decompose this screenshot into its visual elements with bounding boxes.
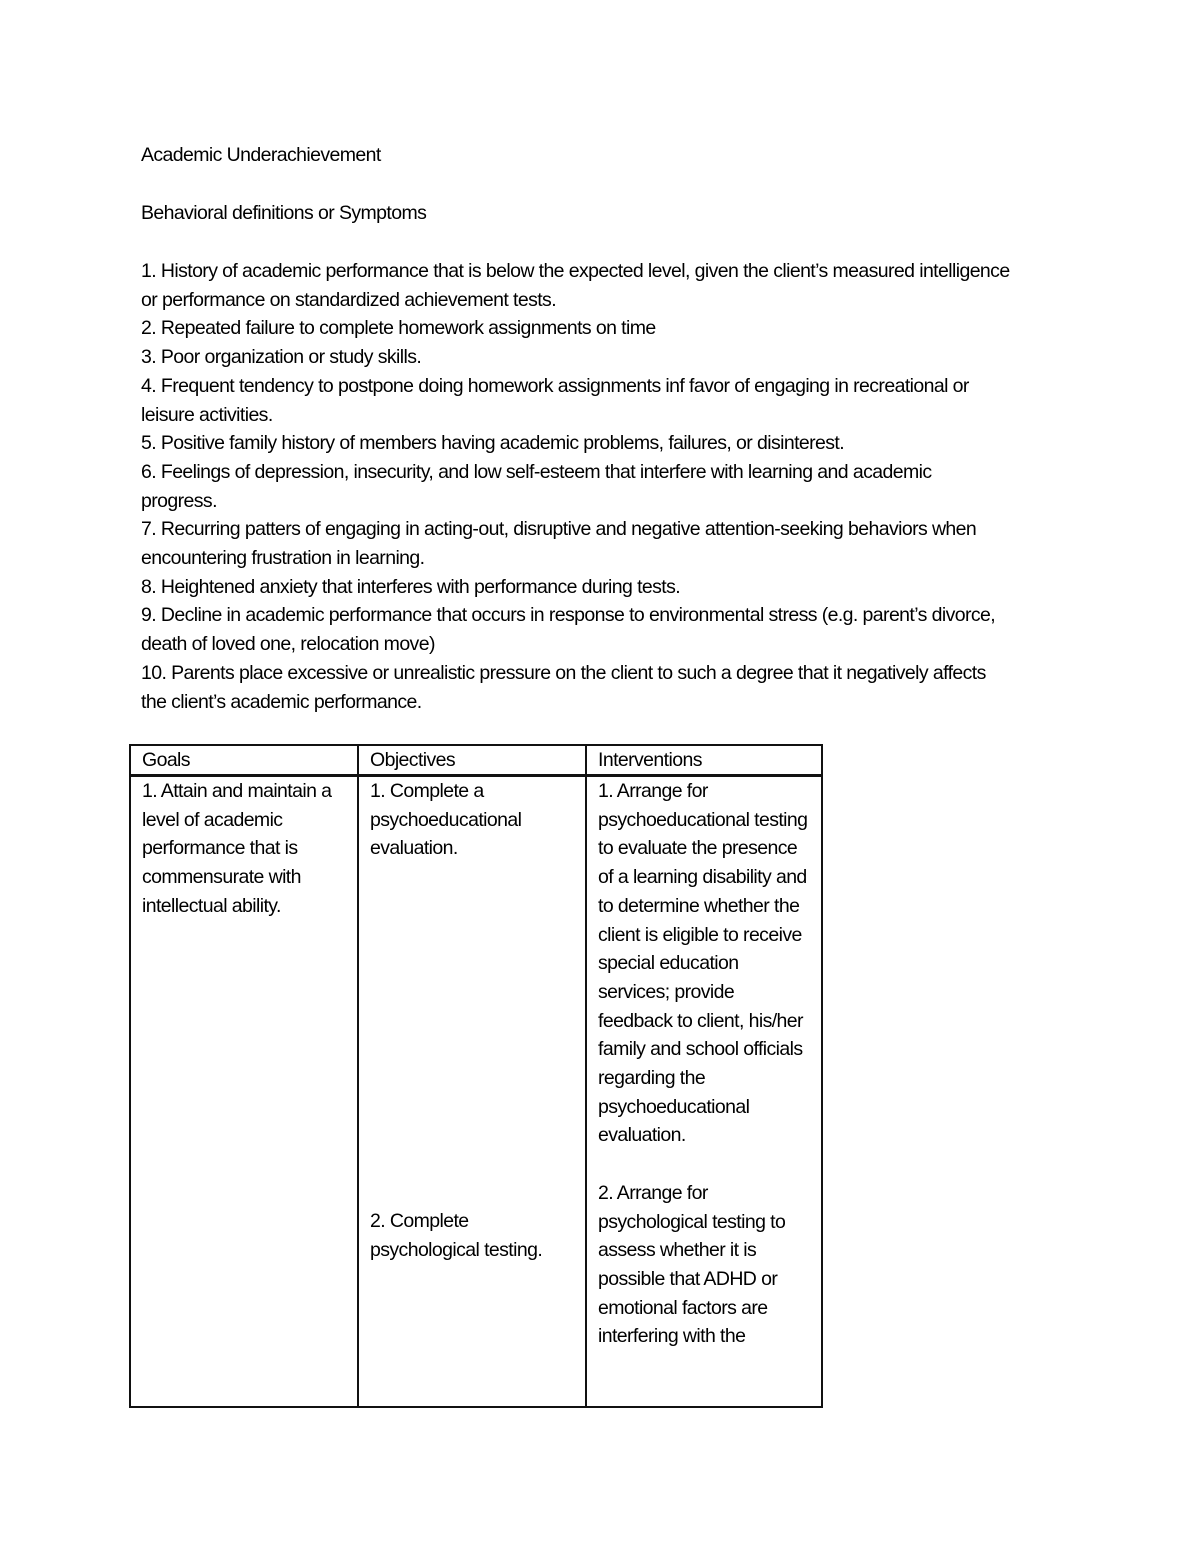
symptom-item: 8. Heightened anxiety that interferes with performance during tests. [141, 575, 681, 598]
symptom-item: 2. Repeated failure to complete homework assignments on time [141, 317, 656, 340]
table-header-row [130, 745, 822, 776]
table-row [130, 776, 822, 1408]
intervention-item: 1. Arrange for psychoeducational testing to evaluate the presence of a learning disability and to determine whether the client is eligible to receive special education services; provide feedback to client, his/her family and school officials regarding the psychoeducational evaluation. [598, 780, 808, 1147]
objective-item: 1. Complete a psychoeducational evaluation. [370, 780, 522, 860]
section-heading: Behavioral definitions or Symptoms [141, 202, 427, 224]
header-goals: Goals [130, 745, 358, 776]
header-interventions: Interventions [586, 745, 822, 776]
goals-cell [130, 776, 358, 1408]
symptom-item: 9. Decline in academic performance that occurs in response to environmental stress (e.g. parent’s divorce, death of loved one, relocation move) [141, 604, 996, 656]
spacer [370, 863, 575, 1207]
treatment-plan-table [129, 744, 823, 1408]
symptom-item: 6. Feelings of depression, insecurity, and low self-esteem that interfere with learning and academic progress. [141, 460, 932, 512]
symptom-item: 3. Poor organization or study skills. [141, 346, 422, 369]
objectives-cell [358, 776, 586, 1408]
spacer [598, 1150, 811, 1179]
symptom-item: 4. Frequent tendency to postpone doing homework assignments inf favor of engaging in recreational or leisure activities. [141, 374, 969, 426]
symptom-item: 7. Recurring patters of engaging in acting-out, disruptive and negative attention-seeking behaviors when encountering frustration in learning. [141, 518, 977, 570]
document-title: Academic Underachievement [141, 144, 381, 166]
goal-item: 1. Attain and maintain a level of academic performance that is commensurate with intellectual ability. [142, 780, 332, 917]
interventions-cell [586, 776, 822, 1408]
symptom-item: 10. Parents place excessive or unrealistic pressure on the client to such a degree that it negatively affects the client’s academic performance. [141, 661, 986, 713]
symptoms-list [141, 257, 1011, 716]
intervention-item: 2. Arrange for psychological testing to assess whether it is possible that ADHD or emotional factors are interfering with the [598, 1181, 786, 1348]
objective-item: 2. Complete psychological testing. [370, 1210, 543, 1261]
symptom-item: 5. Positive family history of members having academic problems, failures, or disinterest. [141, 432, 845, 455]
header-objectives: Objectives [358, 745, 586, 776]
symptom-item: 1. History of academic performance that is below the expected level, given the client’s measured intelligence or performance on standardized achievement tests. [141, 260, 1010, 311]
